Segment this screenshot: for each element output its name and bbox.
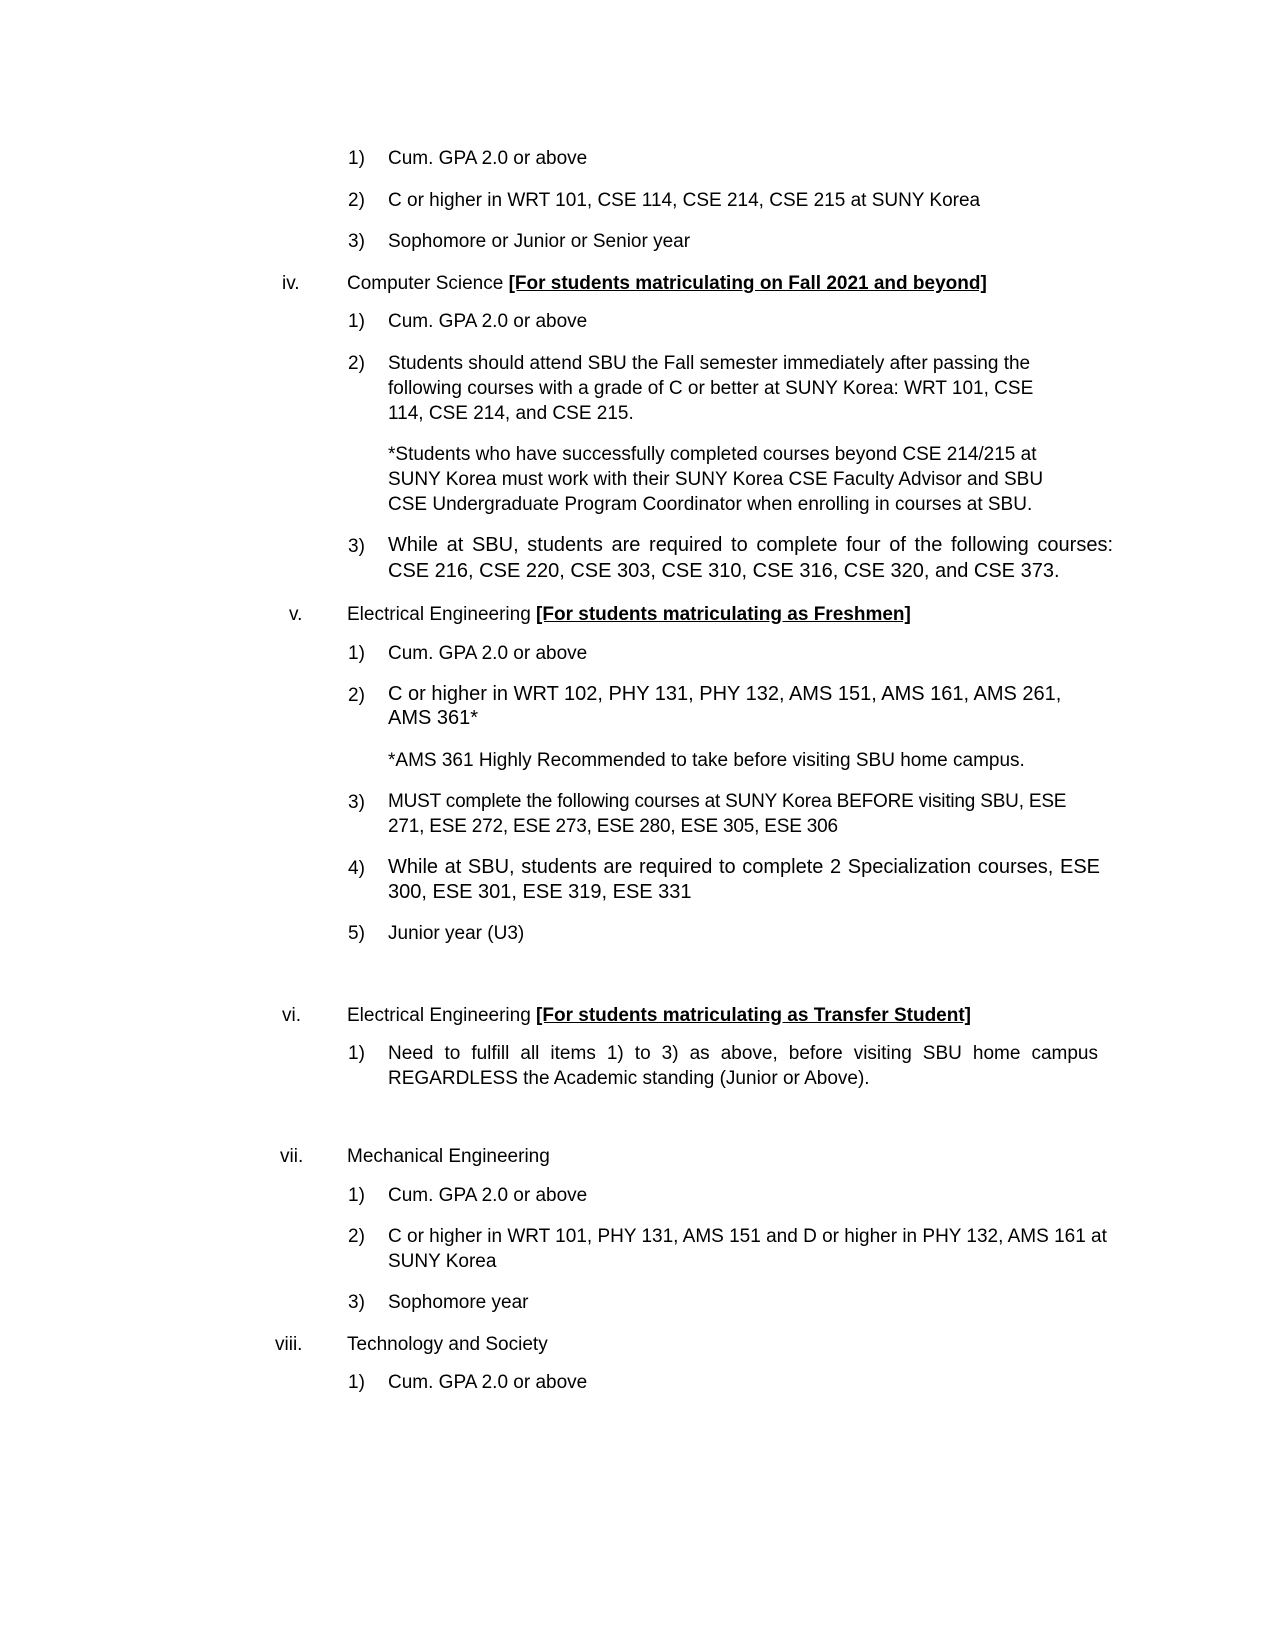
- section-title: Computer Science: [347, 273, 504, 294]
- section-numeral: v.: [289, 604, 303, 625]
- list-item: Cum. GPA 2.0 or above: [388, 148, 588, 169]
- section-numeral: vi.: [282, 1005, 301, 1026]
- section-heading: [347, 1003, 971, 1028]
- list-item: C or higher in WRT 102, PHY 131, PHY 132, AMS 151, AMS 161, AMS 261, AMS 361*: [388, 683, 1062, 729]
- section-numeral: viii.: [275, 1334, 303, 1355]
- note-text: *AMS 361 Highly Recommended to take before visiting SBU home campus.: [388, 750, 1025, 771]
- list-item: Sophomore year: [388, 1292, 529, 1313]
- section-title: Electrical Engineering: [347, 1005, 531, 1026]
- list-item: Sophomore or Junior or Senior year: [388, 231, 691, 252]
- list-item: Junior year (U3): [388, 923, 525, 944]
- list-item: Cum. GPA 2.0 or above: [388, 1372, 588, 1393]
- list-item: Need to fulfill all items 1) to 3) as above, before visiting SBU home campus REGARDLESS the Academic standing (Junior or Above).: [388, 1043, 1098, 1089]
- list-item: Students should attend SBU the Fall semester immediately after passing the following courses with a grade of C or better at SUNY Korea: WRT 101, CSE 114, CSE 214, and CSE 215.: [388, 353, 1034, 424]
- list-item: Cum. GPA 2.0 or above: [388, 311, 588, 332]
- list-number: 1): [348, 1372, 365, 1393]
- section-numeral: vii.: [280, 1146, 304, 1167]
- section-heading: [347, 1332, 548, 1357]
- list-item: MUST complete the following courses at SUNY Korea BEFORE visiting SBU, ESE 271, ESE 272, ESE 273, ESE 280, ESE 305, ESE 306: [388, 791, 1067, 837]
- list-number: 3): [348, 792, 365, 813]
- section-highlight: [For students matriculating as Transfer Student]: [536, 1005, 971, 1026]
- list-item: Cum. GPA 2.0 or above: [388, 643, 588, 664]
- section-heading: [347, 271, 987, 296]
- list-number: 4): [348, 858, 365, 879]
- section-highlight: [For students matriculating on Fall 2021 and beyond]: [508, 273, 987, 294]
- list-number: 2): [348, 190, 365, 211]
- list-item: Cum. GPA 2.0 or above: [388, 1185, 588, 1206]
- list-number: 1): [348, 311, 365, 332]
- list-number: 1): [348, 1043, 365, 1064]
- section-title: Electrical Engineering: [347, 604, 531, 625]
- list-number: 1): [348, 643, 365, 664]
- list-number: 2): [348, 685, 365, 706]
- section-highlight: [For students matriculating as Freshmen]: [536, 604, 911, 625]
- list-number: 2): [348, 353, 365, 374]
- list-item: While at SBU, students are required to complete 2 Specialization courses, ESE 300, ESE 301, ESE 319, ESE 331: [388, 856, 1100, 903]
- list-number: 3): [348, 536, 365, 557]
- section-title: Technology and Society: [347, 1334, 548, 1355]
- note-text: *Students who have successfully completed courses beyond CSE 214/215 at SUNY Korea must work with their SUNY Korea CSE Faculty Advisor and SBU CSE Undergraduate Program Coordinator when enrolling in courses at SBU.: [388, 444, 1044, 515]
- list-item: While at SBU, students are required to complete four of the following courses: CSE 216, CSE 220, CSE 303, CSE 310, CSE 316, CSE 320, and CSE 373.: [388, 534, 1113, 582]
- list-item: C or higher in WRT 101, CSE 114, CSE 214, CSE 215 at SUNY Korea: [388, 190, 981, 211]
- section-title: Mechanical Engineering: [347, 1146, 550, 1167]
- list-number: 2): [348, 1226, 365, 1247]
- section-numeral: iv.: [282, 273, 300, 294]
- list-number: 3): [348, 1292, 365, 1313]
- section-heading: [347, 602, 911, 627]
- list-number: 1): [348, 1185, 365, 1206]
- section-heading: [347, 1144, 550, 1169]
- list-number: 5): [348, 923, 365, 944]
- list-item: C or higher in WRT 101, PHY 131, AMS 151 and D or higher in PHY 132, AMS 161 at SUNY Korea: [388, 1226, 1107, 1272]
- list-number: 3): [348, 231, 365, 252]
- list-number: 1): [348, 148, 365, 169]
